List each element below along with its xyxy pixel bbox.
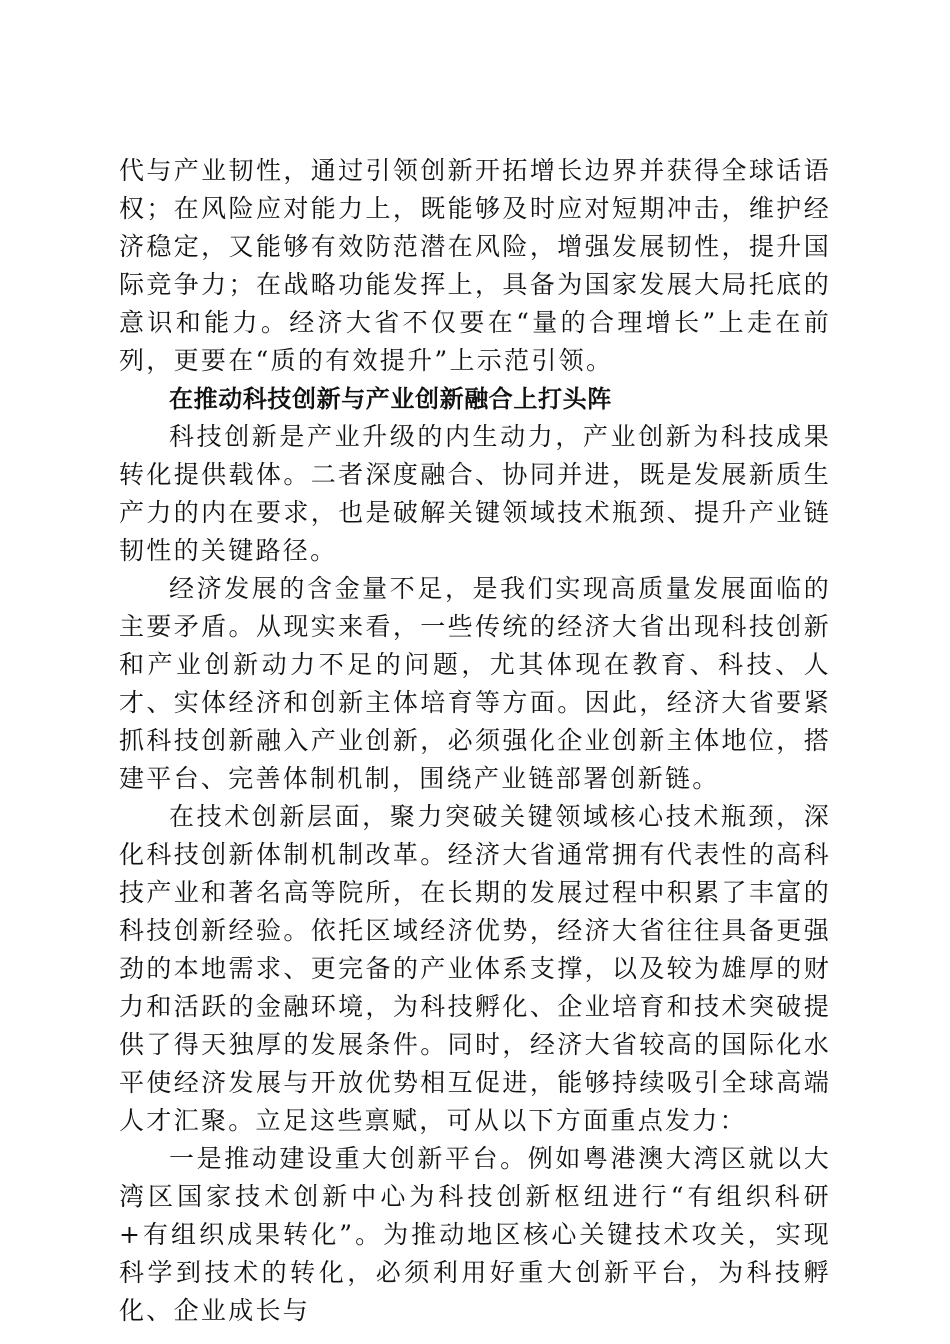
paragraph: 一是推动建设重大创新平台。例如粤港澳大湾区就以大湾区国家技术创新中心为科技创新枢纽进行“有组织科研+有组织成果转化”。为推动地区核心关键技术攻关，实现科学到技术的转化，必须利用好重大创新平台，为科技孵化、企业成长与 — [119, 1144, 831, 1325]
paragraph: 经济发展的含金量不足，是我们实现高质量发展面临的主要矛盾。从现实来看，一些传统的经济大省出现科技创新和产业创新动力不足的问题，尤其体现在教育、科技、人才、实体经济和创新主体培育等方面。因此，经济大省要紧抓科技创新融入产业创新，必须强化企业创新主体地位，搭建平台、完善体制机制，围绕产业链部署创新链。 — [119, 574, 831, 793]
paragraph-continuation: 代与产业韧性，通过引领创新开拓增长边界并获得全球话语权；在风险应对能力上，既能够及时应对短期冲击，维护经济稳定，又能够有效防范潜在风险，增强发展韧性，提升国际竞争力；在战略功能发挥上，具备为国家发展大局托底的意识和能力。经济大省不仅要在“量的合理增长”上走在前列，更要在“质的有效提升”上示范引领。 — [119, 156, 831, 375]
paragraph: 在技术创新层面，聚力突破关键领域核心技术瓶颈，深化科技创新体制机制改革。经济大省通常拥有代表性的高科技产业和著名高等院所，在长期的发展过程中积累了丰富的科技创新经验。依托区域经济优势，经济大省往往具备更强劲的本地需求、更完备的产业体系支撑，以及较为雄厚的财力和活跃的金融环境，为科技孵化、企业培育和技术突破提供了得天独厚的发展条件。同时，经济大省较高的国际化水平使经济发展与开放优势相互促进，能够持续吸引全球高端人才汇聚。立足这些禀赋，可从以下方面重点发力： — [119, 802, 831, 1135]
document-body — [119, 152, 831, 1330]
section-heading: 在推动科技创新与产业创新融合上打头阵 — [169, 385, 612, 413]
paragraph: 科技创新是产业升级的内生动力，产业创新为科技成果转化提供载体。二者深度融合、协同并进，既是发展新质生产力的内在要求，也是破解关键领域技术瓶颈、提升产业链韧性的关键路径。 — [119, 422, 831, 565]
